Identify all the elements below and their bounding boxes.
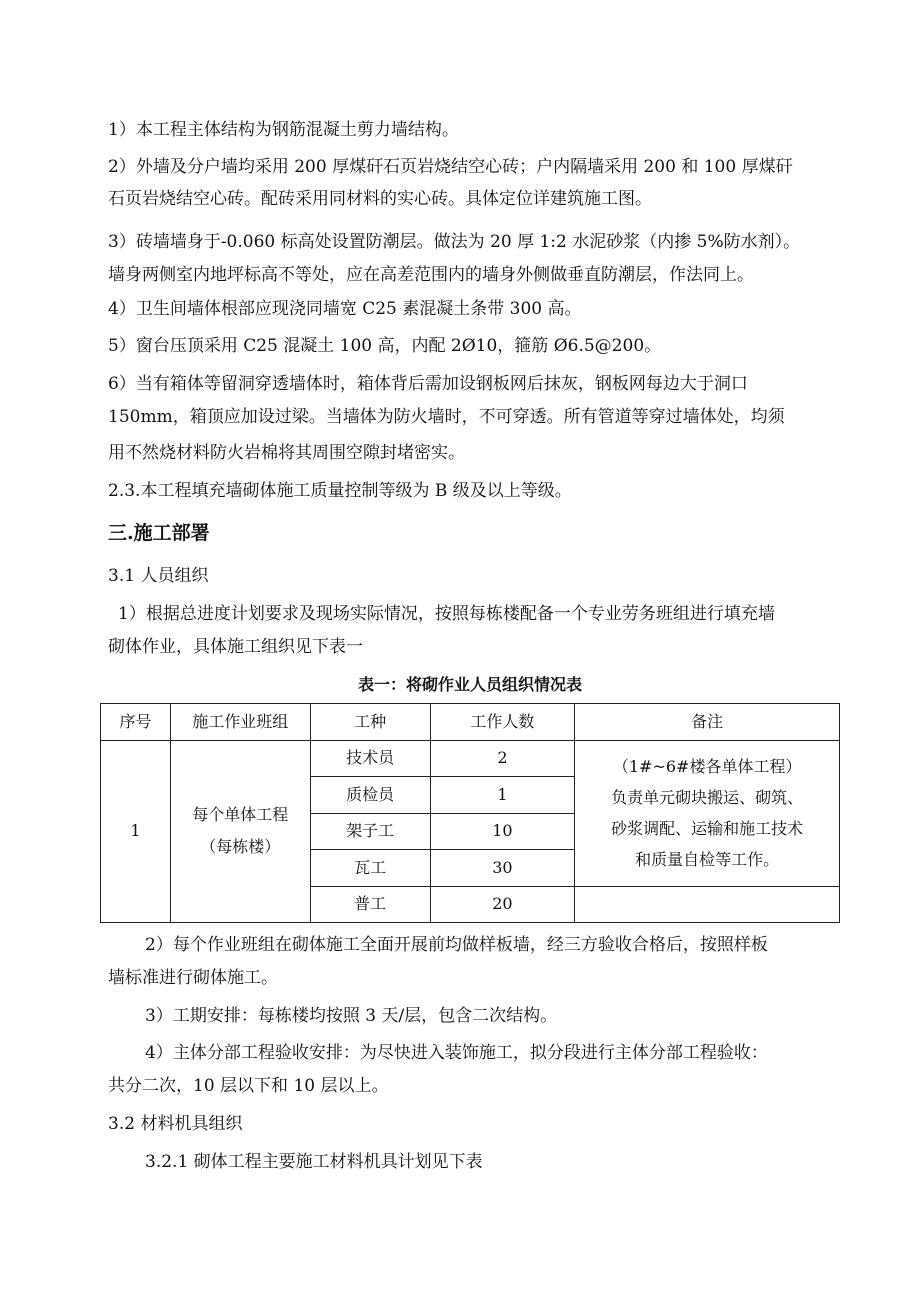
subsection-3-1-title: 3.1 人员组织 xyxy=(108,566,209,586)
seq-cell: 1 xyxy=(101,740,171,923)
trade-cell: 技术员 xyxy=(310,740,430,777)
intro-item-6-cont-b: 用不然烧材料防火岩棉将其周围空隙封堵密实。 xyxy=(108,443,465,463)
after-item-2-cont: 墙标准进行砌体施工。 xyxy=(108,968,278,988)
intro-item-2: 2）外墙及分户墙均采用 200 厚煤矸石页岩烧结空心砖；户内隔墙采用 200 和 100 厚煤矸 xyxy=(108,157,793,177)
intro-item-3: 3）砖墙墙身于-0.060 标高处设置防潮层。做法为 20 厚 1:2 水泥砂浆（内掺 5%防水剂）。 xyxy=(108,232,801,252)
intro-item-4: 4）卫生间墙体根部应现浇同墙宽 C25 素混凝土条带 300 高。 xyxy=(108,299,582,319)
header-team: 施工作业班组 xyxy=(170,704,310,741)
note-line-4: 和质量自检等工作。 xyxy=(635,850,780,869)
count-cell: 20 xyxy=(430,886,575,923)
section-title: 三.施工部署 xyxy=(108,522,210,544)
trade-cell: 质检员 xyxy=(310,777,430,814)
trade-cell: 架子工 xyxy=(310,813,430,850)
team-cell xyxy=(170,740,310,923)
note-empty-cell xyxy=(575,886,840,923)
note-line-1: （1#~6#楼各单体工程） xyxy=(612,757,802,776)
table-row xyxy=(101,740,840,777)
quality-level-item: 2.3.本工程填充墙砌体施工质量控制等级为 B 级及以上等级。 xyxy=(108,481,572,501)
after-item-4-cont: 共分二次，10 层以下和 10 层以上。 xyxy=(108,1076,389,1096)
intro-item-6: 6）当有箱体等留洞穿透墙体时，箱体背后需加设钢板网后抹灰，钢板网每边大于洞口 xyxy=(108,374,748,394)
staff-table xyxy=(100,703,840,923)
intro-item-3-cont: 墙身两侧室内地坪标高不等处，应在高差范围内的墙身外侧做垂直防潮层，作法同上。 xyxy=(108,265,754,285)
team-line-1: 每个单体工程 xyxy=(192,805,289,825)
after-item-3: 3）工期安排：每栋楼均按照 3 天/层，包含二次结构。 xyxy=(145,1006,558,1026)
count-cell: 2 xyxy=(430,740,575,777)
note-line-2: 负责单元砌块搬运、砌筑、 xyxy=(611,788,804,807)
header-count: 工作人数 xyxy=(430,704,575,741)
header-trade: 工种 xyxy=(310,704,430,741)
after-item-4: 4）主体分部工程验收安排：为尽快进入装饰施工，拟分段进行主体分部工程验收： xyxy=(145,1043,768,1063)
intro-item-5: 5）窗台压顶采用 C25 混凝土 100 高，内配 2Ø10，箍筋 Ø6.5@200。 xyxy=(108,336,662,356)
para-3-2-1: 3.2.1 砌体工程主要施工材料机具计划见下表 xyxy=(145,1152,483,1172)
note-cell xyxy=(575,740,840,886)
header-note: 备注 xyxy=(575,704,840,741)
header-seq: 序号 xyxy=(101,704,171,741)
subsection-3-2-title: 3.2 材料机具组织 xyxy=(108,1114,243,1134)
para-3-1-line1: 1）根据总进度计划要求及现场实际情况，按照每栋楼配备一个专业劳务班组进行填充墙 xyxy=(118,604,775,624)
intro-item-2-cont: 石页岩烧结空心砖。配砖采用同材料的实心砖。具体定位详建筑施工图。 xyxy=(108,189,652,209)
trade-cell: 瓦工 xyxy=(310,850,430,887)
table-header-row xyxy=(101,704,840,741)
note-line-3: 砂浆调配、运输和施工技术 xyxy=(611,819,804,838)
para-3-1-line2: 砌体作业，具体施工组织见下表一 xyxy=(108,637,363,657)
table-caption: 表一：将砌作业人员组织情况表 xyxy=(357,675,582,694)
trade-cell: 普工 xyxy=(310,886,430,923)
count-cell: 30 xyxy=(430,850,575,887)
intro-item-1: 1）本工程主体结构为钢筋混凝土剪力墙结构。 xyxy=(108,120,459,140)
count-cell: 10 xyxy=(430,813,575,850)
count-cell: 1 xyxy=(430,777,575,814)
intro-item-6-cont-a: 150mm，箱顶应加设过梁。当墙体为防火墙时，不可穿透。所有管道等穿过墙体处，均须 xyxy=(108,407,785,427)
after-item-2: 2）每个作业班组在砌体施工全面开展前均做样板墙，经三方验收合格后，按照样板 xyxy=(145,935,768,955)
team-line-2: （每栋楼） xyxy=(200,837,281,857)
